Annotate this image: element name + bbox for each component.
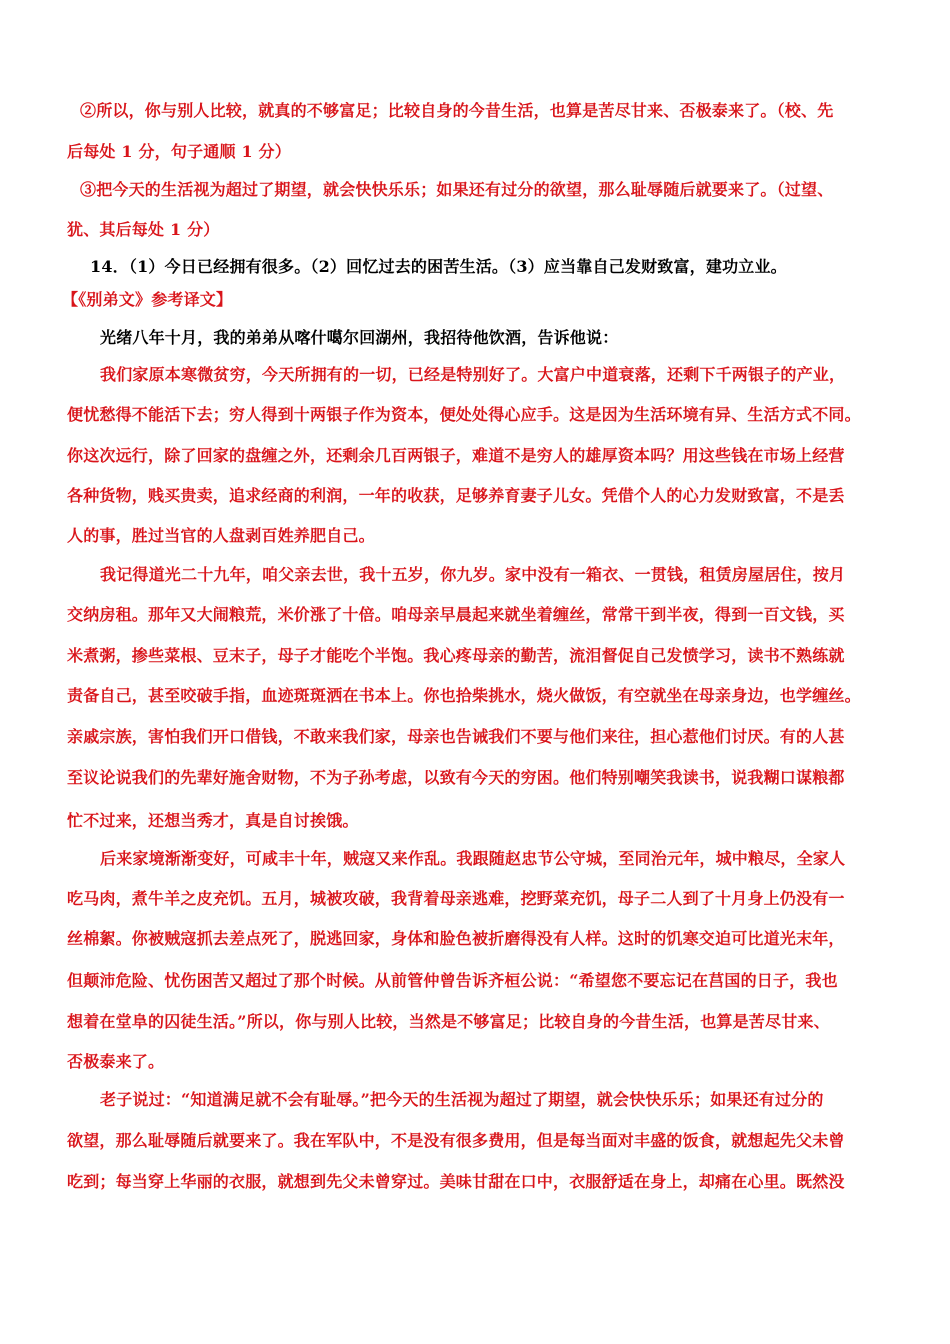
paragraph-2-line: 我记得道光二十九年，咱父亲去世，我十五岁，你九岁。家中没有一箱衣、一贯钱，租赁房屋居住，按月: [100, 565, 846, 584]
paragraph-1-line: 便忧愁得不能活下去；穷人得到十两银子作为资本，便处处得心应手。这是因为生活环境有异、生活方式不同。: [67, 405, 861, 424]
paragraph-1-line: 人的事，胜过当官的人盘剥百姓养肥自己。: [67, 526, 375, 545]
translation-heading: 【《别弟文》参考译文】: [62, 290, 233, 309]
paragraph-2-line: 米煮粥，掺些菜根、豆末子，母子才能吃个半饱。我心疼母亲的勤苦，流泪督促自己发愤学习，读书不熟练就: [67, 646, 845, 665]
paragraph-2-line: 至议论说我们的先辈好施舍财物，不为子孙考虑，以致有今天的穷困。他们特别嘲笑我读书，说我糊口谋粮都: [67, 768, 845, 787]
answer-item-3-line-1: ③把今天的生活视为超过了期望，就会快快乐乐；如果还有过分的欲望，那么耻辱随后就要来了。（过望、: [80, 180, 834, 199]
paragraph-4-line: 欲望，那么耻辱随后就要来了。我在军队中，不是没有很多费用，但是每当面对丰盛的饭食，就想起先父未曾: [67, 1131, 845, 1150]
paragraph-3-line: 想着在堂阜的囚徒生活。”所以，你与别人比较，当然是不够富足；比较自身的今昔生活，也算是苦尽甘来、: [67, 1012, 830, 1031]
paragraph-3-line: 丝棉絮。你被贼寇抓去差点死了，脱逃回家，身体和脸色被折磨得没有人样。这时的饥寒交迫可比道光末年，: [67, 929, 845, 948]
paragraph-1-line: 我们家原本寒微贫穷，今天所拥有的一切，已经是特别好了。大富户中道衰落，还剩下千两银子的产业，: [100, 365, 846, 384]
paragraph-3-line: 但颠沛危险、忧伤困苦又超过了那个时候。从前管仲曾告诉齐桓公说：“希望您不要忘记在莒国的日子，我也: [67, 971, 838, 990]
answer-item-2-line-2: 后每处 1 分，句子通顺 1 分）: [67, 142, 291, 161]
paragraph-4-line: 吃到；每当穿上华丽的衣服，就想到先父未曾穿过。美味甘甜在口中，衣服舒适在身上，却痛在心里。既然没: [67, 1172, 845, 1191]
paragraph-3-line: 吃马肉，煮牛羊之皮充饥。五月，城被攻破，我背着母亲逃难，挖野菜充饥，母子二人到了十月身上仍没有一: [67, 889, 845, 908]
answer-item-3-line-2: 犹、其后每处 1 分）: [67, 220, 220, 239]
paragraph-2-line: 忙不过来，还想当秀才，真是自讨挨饿。: [67, 811, 359, 830]
paragraph-3-line: 后来家境渐渐变好，可咸丰十年，贼寇又来作乱。我跟随赵忠节公守城，至同治元年，城中粮尽，全家人: [100, 849, 846, 868]
question-14-answer: 14．（1）今日已经拥有很多。（2）回忆过去的困苦生活。（3）应当靠自己发财致富，建功立业。: [90, 257, 787, 276]
paragraph-4-line: 老子说过：“知道满足就不会有耻辱。”把今天的生活视为超过了期望，就会快快乐乐；如果还有过分的: [100, 1090, 824, 1109]
paragraph-1-line: 各种货物，贱买贵卖，追求经商的利润，一年的收获，足够养育妻子儿女。凭借个人的心力发财致富，不是丢: [67, 486, 845, 505]
paragraph-3-line: 否极泰来了。: [67, 1052, 165, 1071]
answer-item-2-line-1: ②所以，你与别人比较，就真的不够富足；比较自身的今昔生活，也算是苦尽甘来、否极泰来了。（校、先: [80, 101, 834, 120]
paragraph-1-line: 你这次远行，除了回家的盘缠之外，还剩余几百两银子，难道不是穷人的雄厚资本吗？用这些钱在市场上经营: [67, 446, 845, 465]
paragraph-2-line: 交纳房租。那年又大闹粮荒，米价涨了十倍。咱母亲早晨起来就坐着缠丝，常常干到半夜，得到一百文钱，买: [67, 605, 845, 624]
translation-intro: 光绪八年十月，我的弟弟从喀什噶尔回湖州，我招待他饮酒，告诉他说：: [100, 328, 619, 347]
paragraph-2-line: 亲戚宗族，害怕我们开口借钱，不敢来我们家，母亲也告诫我们不要与他们来往，担心惹他们讨厌。有的人甚: [67, 727, 845, 746]
paragraph-2-line: 责备自己，甚至咬破手指，血迹斑斑洒在书本上。你也拾柴挑水，烧火做饭，有空就坐在母亲身边，也学缠丝。: [67, 686, 861, 705]
